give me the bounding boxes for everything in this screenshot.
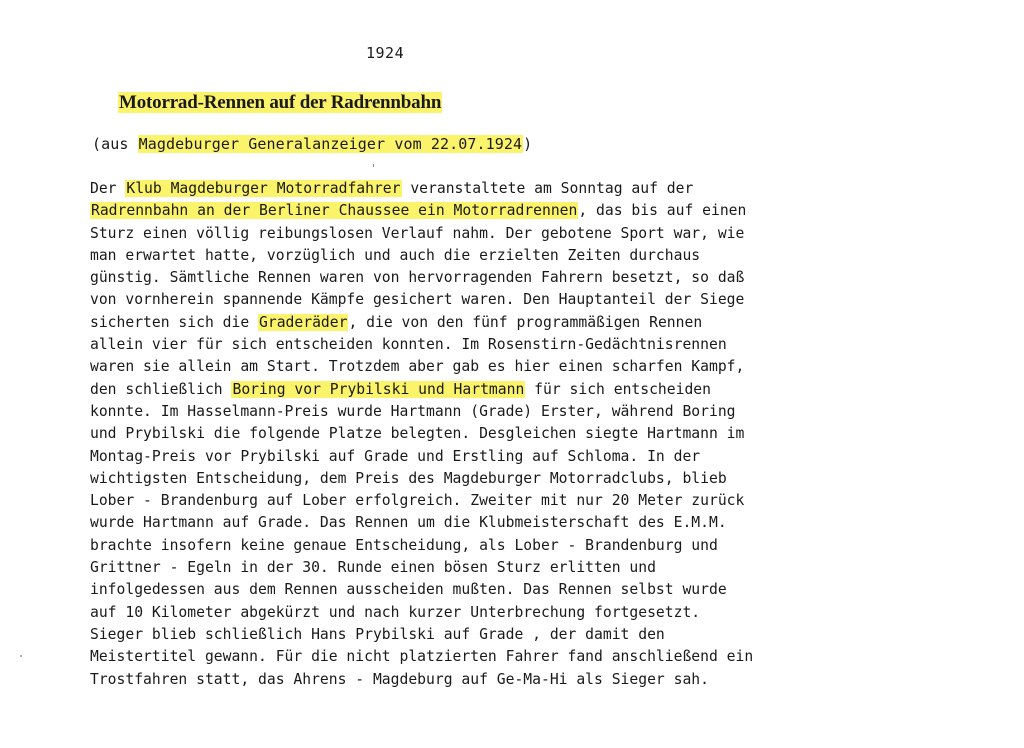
line-text: , die von den fünf programmäßigen Rennen — [348, 313, 703, 331]
line-text: allein vier für sich entscheiden konnten. Im Rosenstirn-Gedächtnisrennen — [90, 336, 727, 354]
article-line — [90, 423, 950, 445]
scan-speck — [373, 164, 374, 167]
line-text: veranstaltete am Sonntag auf der — [401, 180, 694, 197]
highlighted-text: Radrennbahn an der Berliner Chaussee ein Motorradrennen — [91, 202, 578, 220]
line-text: sicherten sich die — [90, 313, 259, 331]
article-line — [90, 312, 950, 334]
article-line — [90, 267, 950, 289]
article-line — [90, 200, 950, 222]
article-line — [90, 490, 950, 512]
article-line — [90, 401, 950, 423]
document-year: 1924 — [366, 44, 405, 62]
line-text: Der — [90, 180, 126, 197]
line-text: Grittner - Egeln in der 30. Runde einen bösen Sturz erlitten und — [90, 559, 656, 577]
article-line — [90, 379, 950, 401]
source-prefix: (aus — [92, 135, 138, 153]
source-citation — [92, 135, 532, 153]
line-text: Sturz einen völlig reibungslosen Verlauf nahm. Der gebotene Sport war, wie — [90, 224, 745, 242]
article-body — [90, 178, 950, 691]
article-line — [90, 579, 950, 601]
headline — [118, 92, 442, 114]
line-text: und Prybilski die folgende Platze belegten. Desgleichen siegte Hartmann im — [90, 425, 745, 443]
line-text: von vornherein spannende Kämpfe gesichert waren. Den Hauptanteil der Siege — [90, 291, 745, 309]
article-line — [90, 223, 950, 245]
line-text: Sieger blieb schließlich Hans Prybilski auf Grade , der damit den — [90, 625, 665, 643]
line-text: wichtigsten Entscheidung, dem Preis des Magdeburger Motorradclubs, blieb — [90, 469, 727, 487]
article-line — [90, 356, 950, 378]
line-text: , das bis auf einen — [578, 202, 747, 220]
line-text: auf 10 Kilometer abgekürzt und nach kurzer Unterbrechung fortgesetzt. — [90, 603, 701, 621]
source-highlight: Magdeburger Generalanzeiger vom 22.07.1924 — [138, 135, 523, 153]
article-line — [90, 646, 950, 668]
line-text: brachte insofern keine genaue Entscheidung, als Lober - Brandenburg und — [90, 536, 718, 554]
source-suffix: ) — [523, 135, 533, 153]
article-line — [90, 468, 950, 490]
line-text: wurde Hartmann auf Grade. Das Rennen um die Klubmeisterschaft des E.M.M. — [90, 514, 727, 532]
line-text: den schließlich — [90, 380, 232, 398]
article-line — [90, 334, 950, 356]
highlighted-text: Klub Magdeburger Motorradfahrer — [126, 180, 401, 197]
line-text: Lober - Brandenburg auf Lober erfolgreich. Zweiter mit nur 20 Meter zurück — [90, 492, 745, 510]
line-text: Trostfahren statt, das Ahrens - Magdeburg auf Ge-Ma-Hi als Sieger sah. — [90, 670, 709, 688]
line-text: man erwartet hatte, vorzüglich und auch die erzielten Zeiten durchaus — [90, 246, 701, 264]
article-line — [90, 446, 950, 468]
line-text: Meistertitel gewann. Für die nicht platzierten Fahrer fand anschließend ein — [90, 648, 754, 666]
line-text: infolgedessen aus dem Rennen ausscheiden mußten. Das Rennen selbst wurde — [90, 581, 727, 599]
scan-speck — [20, 655, 22, 657]
article-line — [90, 624, 950, 646]
line-text: günstig. Sämtliche Rennen waren von hervorragenden Fahrern besetzt, so daß — [90, 269, 745, 287]
line-text: für sich entscheiden — [525, 380, 711, 398]
article-line — [90, 557, 950, 579]
headline-text: Motorrad-Rennen auf der Radrennbahn — [119, 92, 442, 113]
article-line — [90, 289, 950, 311]
highlighted-text: Boring vor Prybilski und Hartmann — [232, 380, 525, 398]
article-line — [90, 535, 950, 557]
highlighted-text: Graderäder — [259, 313, 348, 331]
article-line — [90, 602, 950, 624]
article-line — [90, 178, 950, 200]
line-text: konnte. Im Hasselmann-Preis wurde Hartmann (Grade) Erster, während Boring — [90, 402, 736, 420]
line-text: Montag-Preis vor Prybilski auf Grade und Erstling auf Schloma. In der — [90, 447, 701, 465]
line-text: waren sie allein am Start. Trotzdem aber gab es hier einen scharfen Kampf, — [90, 358, 745, 376]
article-line — [90, 245, 950, 267]
article-line — [90, 512, 950, 534]
article-line — [90, 669, 950, 691]
